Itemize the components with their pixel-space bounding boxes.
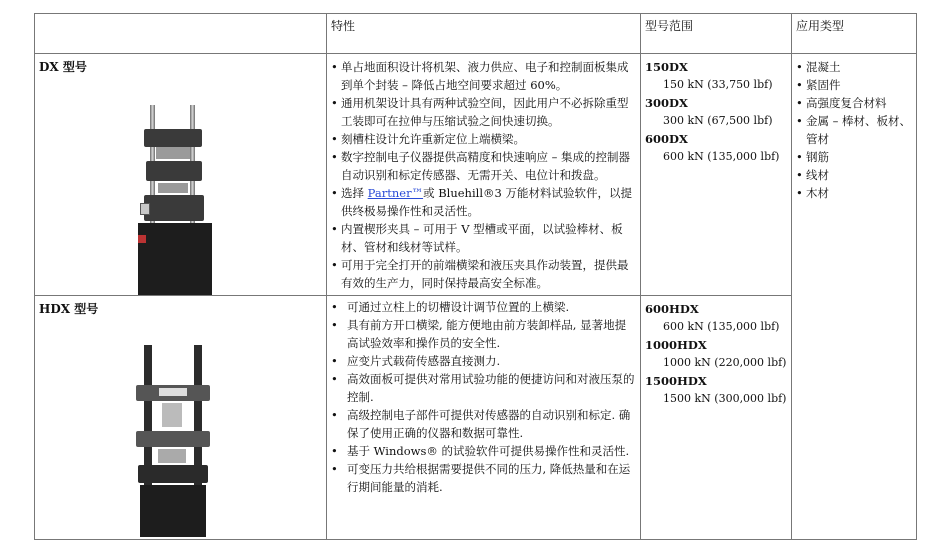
application-item: • 金属 – 棒材、板材、管材 xyxy=(796,112,912,148)
header-row xyxy=(35,14,917,54)
range-value: 1500 kN (300,000 lbf) xyxy=(663,392,787,405)
hdx-feature: • 应变片式载荷传感器直接测力. xyxy=(331,352,636,370)
hdx-machine-image xyxy=(136,345,226,537)
header-features: 特性 xyxy=(327,14,641,54)
hdx-feature: • 基于 Windows® 的试验软件可提供易操作性和灵活性. xyxy=(331,442,636,460)
application-item: • 木材 xyxy=(796,184,912,202)
range-value: 600 kN (135,000 lbf) xyxy=(663,150,780,163)
partner-link[interactable]: Partner™ xyxy=(367,186,424,200)
range-model: 150DX xyxy=(645,60,688,74)
dx-feature-software: • 选择 Partner™或 Bluehill®3 万能材料试验软件，以提供终极易操作性和灵活性。 xyxy=(331,184,636,220)
hdx-feature: • 高效面板可提供对常用试验功能的便捷访问和对液压泵的控制. xyxy=(331,370,636,406)
range-model: 1000HDX xyxy=(645,338,707,352)
hdx-model-cell xyxy=(35,296,327,540)
dx-model-name: DX 型号 xyxy=(39,60,87,74)
range-value: 1000 kN (220,000 lbf) xyxy=(663,356,787,369)
dx-feature: • 通用机架设计具有两种试验空间，因此用户不必拆除重型工装即可在拉伸与压缩试验之间快速切换。 xyxy=(331,94,636,130)
range-model: 300DX xyxy=(645,96,688,110)
dx-features-cell xyxy=(327,54,641,296)
dx-feature: • 刻槽柱设计允许重新定位上端横梁。 xyxy=(331,130,636,148)
dx-feature: • 可用于完全打开的前端横梁和液压夹具作动装置，提供最有效的生产力，同时保持最高安全标准。 xyxy=(331,256,636,292)
range-model: 600HDX xyxy=(645,302,699,316)
hdx-features-cell xyxy=(327,296,641,540)
applications-cell xyxy=(792,54,917,540)
hdx-row xyxy=(35,296,917,540)
dx-feature: • 内置楔形夹具 – 可用于 V 型槽或平面，以试验棒材、板材、管材和线材等试样。 xyxy=(331,220,636,256)
range-value: 300 kN (67,500 lbf) xyxy=(663,114,773,127)
range-value: 150 kN (33,750 lbf) xyxy=(663,78,773,91)
specs-table xyxy=(34,13,917,540)
header-model xyxy=(35,14,327,54)
hdx-range-cell xyxy=(641,296,792,540)
application-item: • 混凝土 xyxy=(796,58,912,76)
dx-machine-image xyxy=(136,95,226,295)
range-model: 600DX xyxy=(645,132,688,146)
hdx-model-name: HDX 型号 xyxy=(39,302,99,316)
dx-model-cell xyxy=(35,54,327,296)
hdx-feature: • 高级控制电子部件可提供对传感器的自动识别和标定. 确保了使用正确的仪器和数据可靠性. xyxy=(331,406,636,442)
hdx-feature: • 可通过立柱上的切槽设计调节位置的上横梁. xyxy=(331,298,636,316)
dx-feature: • 单占地面积设计将机架、液力供应、电子和控制面板集成到单个封装 – 降低占地空间要求超过 60%。 xyxy=(331,58,636,94)
application-item: • 钢筋 xyxy=(796,148,912,166)
header-applications: 应用类型 xyxy=(792,14,917,54)
hdx-feature: • 具有前方开口横梁, 能方便地由前方装卸样品, 显著地提高试验效率和操作员的安全性. xyxy=(331,316,636,352)
application-item: • 线材 xyxy=(796,166,912,184)
header-range: 型号范围 xyxy=(641,14,792,54)
dx-range-cell xyxy=(641,54,792,296)
application-item: • 紧固件 xyxy=(796,76,912,94)
range-model: 1500HDX xyxy=(645,374,707,388)
dx-feature: • 数字控制电子仪器提供高精度和快速响应 – 集成的控制器自动识别和标定传感器、无需开关、电位计和拨盘。 xyxy=(331,148,636,184)
dx-row xyxy=(35,54,917,296)
application-item: • 高强度复合材料 xyxy=(796,94,912,112)
range-value: 600 kN (135,000 lbf) xyxy=(663,320,780,333)
hdx-feature: • 可变压力共给根据需要提供不同的压力, 降低热量和在运行期间能量的消耗. xyxy=(331,460,636,496)
